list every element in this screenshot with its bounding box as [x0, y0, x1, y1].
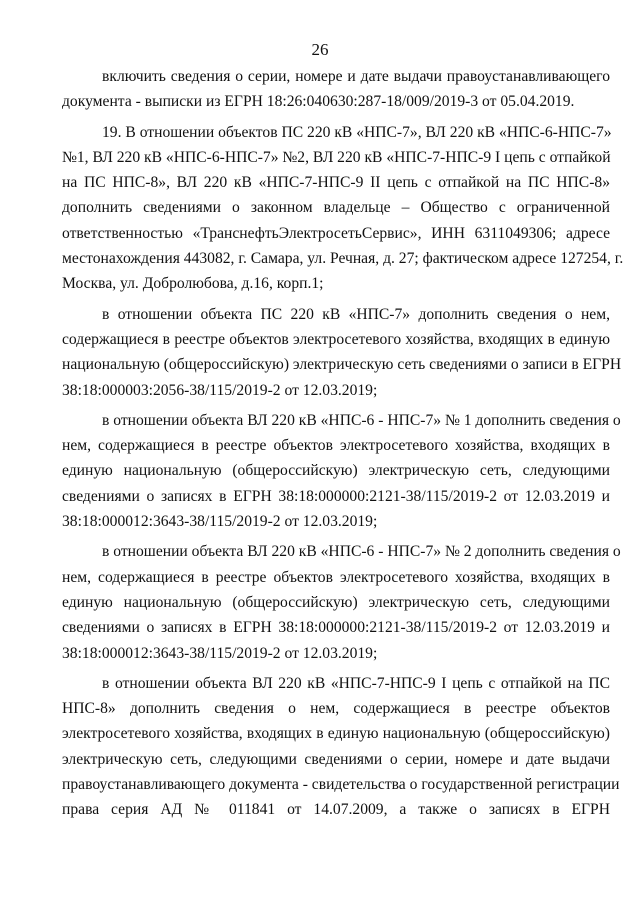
- text-line: единую национальную (общероссийскую) электрическую сеть, следующими: [62, 462, 610, 480]
- text-line: 38:18:000012:3643-38/115/2019-2 от 12.03.2019;: [62, 513, 378, 531]
- text-line: 19. В отношении объектов ПС 220 кВ «НПС-7», ВЛ 220 кВ «НПС-6-НПС-7»: [102, 123, 612, 141]
- text-line: НПС-8» дополнить сведения о нем, содержащиеся в реестре объектов: [62, 700, 610, 718]
- text-line: сведениями о записях в ЕГРН 38:18:000000:2121-38/115/2019-2 от 12.03.2019 и: [62, 619, 610, 637]
- text-line: электрическую сеть, следующими сведениями о серии, номере и дате выдачи: [62, 750, 610, 768]
- text-line: Москва, ул. Добролюбова, д.16, корп.1;: [62, 275, 324, 293]
- text-line: 38:18:000003:2056-38/115/2019-2 от 12.03.2019;: [62, 381, 378, 399]
- text-line: нем, содержащиеся в реестре объектов электросетевого хозяйства, входящих в: [62, 437, 610, 455]
- text-line: сведениями о записях в ЕГРН 38:18:000000:2121-38/115/2019-2 от 12.03.2019 и: [62, 487, 610, 505]
- page-number: 26: [311, 40, 329, 59]
- text-line: правоустанавливающего документа - свидетельства о государственной регистрации: [62, 776, 620, 794]
- text-line: права серия АД № 011841 от 14.07.2009, а также о записях в ЕГРН: [62, 801, 610, 819]
- text-line: на ПС НПС-8», ВЛ 220 кВ «НПС-7-НПС-9 II цепь с отпайкой на ПС НПС-8»: [62, 174, 610, 192]
- text-line: в отношении объекта ПС 220 кВ «НПС-7» дополнить сведения о нем,: [102, 305, 610, 323]
- text-line: в отношении объекта ВЛ 220 кВ «НПС-6 - НПС-7» № 1 дополнить сведения о: [102, 411, 621, 429]
- text-line: содержащиеся в реестре объектов электросетевого хозяйства, входящих в единую: [62, 330, 610, 348]
- document-body: [62, 64, 624, 823]
- text-line: единую национальную (общероссийскую) электрическую сеть, следующими: [62, 593, 610, 611]
- text-line: ответственностью «ТранснефтьЭлектросетьСервис», ИНН 6311049306; адресе: [62, 224, 610, 242]
- text-line: нем, содержащиеся в реестре объектов электросетевого хозяйства, входящих в: [62, 568, 610, 586]
- text-line: в отношении объекта ВЛ 220 кВ «НПС-6 - НПС-7» № 2 дополнить сведения о: [102, 543, 621, 561]
- text-line: электросетевого хозяйства, входящих в единую национальную (общероссийскую): [62, 725, 610, 743]
- text-line: документа - выписки из ЕГРН 18:26:040630:287-18/009/2019-3 от 05.04.2019.: [62, 93, 575, 111]
- text-line: включить сведения о серии, номере и дате выдачи правоустанавливающего: [102, 68, 610, 85]
- text-line: дополнить сведениями о законном владельце – Общество с ограниченной: [62, 199, 610, 217]
- text-line: местонахождения 443082, г. Самара, ул. Речная, д. 27; фактическом адресе 127254, г.: [62, 250, 624, 268]
- text-line: 38:18:000012:3643-38/115/2019-2 от 12.03.2019;: [62, 644, 378, 662]
- text-line: в отношении объекта ВЛ 220 кВ «НПС-7-НПС-9 I цепь с отпайкой на ПС: [102, 674, 610, 692]
- text-line: национальную (общероссийскую) электрическую сеть сведениями о записи в ЕГРН: [62, 356, 622, 374]
- text-line: №1, ВЛ 220 кВ «НПС-6-НПС-7» №2, ВЛ 220 кВ «НПС-7-НПС-9 I цепь с отпайкой: [62, 148, 611, 166]
